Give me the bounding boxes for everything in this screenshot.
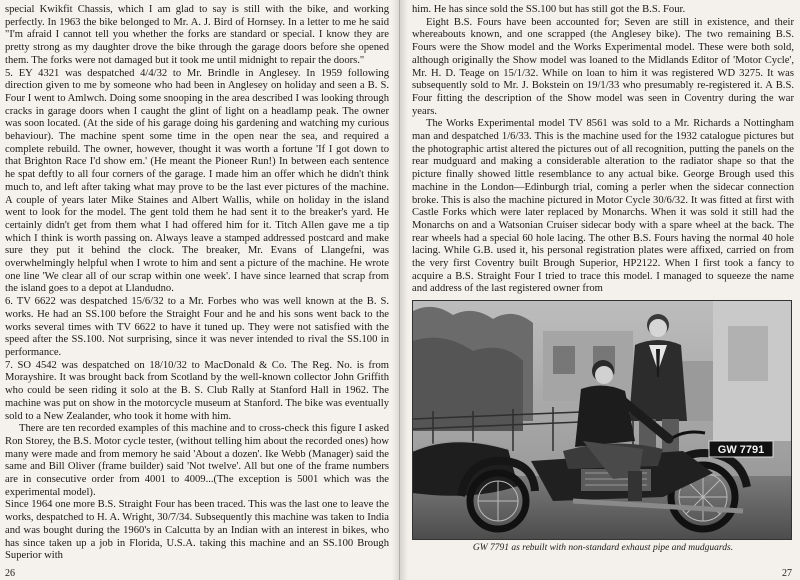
page-number: 27 — [782, 568, 792, 579]
paragraph: The Works Experimental model TV 8561 was sold to a Mr. Richards a Nottingham man and despatched 1/6/33. This is the machine used for the 1932 catalogue pictures but the photographic artist altered the pictures out of all recognition, putting the panels on the rear mudguard and making a considerable alteration to the radiator shape so that the picture finally showed little resemblance to any actual bike. George Brough used this machine in the London—Edinburgh trial, coming a perler when the sidecar connection broke. This is also the machine pictured in Motor Cycle 30/6/32. It was fitted at first with Castle Forks which were later replaced by Monarchs. When it was sold it still had the Monarchs on and a Watsonian Cruiser sidecar body with a spare wheel at the back. The rear wheels had a special 60 hole lacing. The other B.S. Fours having the normal 40 hole lacing. While G.B. used it, his personal registration plates were affixed, carried on from the very first Coventry built Brough Superior, HP2122. When I first took a fancy to acquire a B.S. Straight Four I tried to trace this model. I managed to squeeze the name and address of the last registered owner from — [412, 118, 794, 295]
photo-caption: GW 7791 as rebuilt with non-standard exhaust pipe and mudguards. — [472, 543, 734, 554]
right-page — [400, 0, 800, 580]
paragraph: There are ten recorded examples of this machine and to cross-check this figure I asked Ron Storey, the B.S. Motor cycle tester, (without telling him about the recorded ones) how many were made and from memory he said 'About a dozen'. Ike Webb (Manager) said the same and Bill Oliver (frame builder) said 'Not twelve'. All but one of the frame numbers are in consecutive order from 4001 to 4009...(The exception is 5001 which was the experimental model). — [5, 423, 389, 498]
paragraph: 7. SO 4542 was despatched on 18/10/32 to MacDonald & Co. The Reg. No. is from Morayshire. It was brought back from Scotland by the well-known collector John Griffith who could be seen riding it solo at the B. S. Club Rally at Stanford Hall in 1962. The machine was put on show in the motorcycle museum at Stanford. The bike was eventually sold to a New Zealander, who took it home with him. — [5, 359, 389, 422]
paragraph: 6. TV 6622 was despatched 15/6/32 to a Mr. Forbes who was well known at the B. S. works. He had an SS.100 before the Straight Four and he and his sons went back to the works several times with TV 6622 to have it tuned up. They were not satisfied with the speed after the SS.100. Not surprising, since it was never intended to rival the SS.100 in performance. — [5, 296, 389, 358]
paragraph: Eight B.S. Fours have been accounted for; Seven are still in existence, and their whereabouts known, and one scrapped (the Anglesey bike). The two remaining B.S. Fours were the Show model and the Works Experimental model. These were both sold, although originally the Show model was loaned to the Midlands Editor of 'Motor Cycle', Mr. H. D. Teage on 15/1/32. While on loan to him it was registered WD 3275. It was subsequently sold to Mr. J. Bokstein on 19/1/33 who presumably re-registered it. A B.S. Four fitting the description of the Show model was seen in Coventry during the war years. — [412, 16, 794, 117]
motorcycle-photo — [412, 300, 792, 540]
number-plate-text: GW 7791 — [717, 444, 765, 457]
right-page-text — [412, 4, 794, 296]
paragraph: him. He has since sold the SS.100 but has still got the B.S. Four. — [412, 4, 686, 15]
paragraph: special Kwikfit Chassis, which I am glad to say is still with the bike, and working perfectly. In 1963 the bike belonged to Mr. A. J. Bird of Hornsey. In a letter to me he said "I'm afraid I cannot tell you whether the forks are standard or special. I know they are pretty strong as my daughter drove the bike through the garage doors before she opened them. The forks were not damaged but it took me until midnight to repair the doors." — [5, 4, 389, 66]
left-page-text — [5, 4, 389, 563]
page-number: 26 — [5, 568, 15, 579]
photo-illustration — [413, 301, 791, 539]
paragraph: Since 1964 one more B.S. Straight Four has been traced. This was the last one to leave the works, despatched to H. A. Wright, 30/7/34. Subsequently this machine was taken to India and was bought during the 1960's in Calcutta by an Indian with an interest in bikes, who has since taken up a job in Florida, U.S.A. taking this machine and an SS.100 Brough Superior with — [5, 499, 389, 562]
paragraph: 5. EY 4321 was despatched 4/4/32 to Mr. Brindle in Anglesey. In 1959 following direction given to me by someone who had been in Anglesey on holiday and seen a B. S. Four I went to Amlwch. Doing some snooping in the area described I was looking through cracks in garage doors when I caught the glint of light on a headlamp peak. The owner was soon located. (At the side of his garage doing his gardening and watching my curious behaviour). The machine spent some time in the open near the sea, and required a complete rebuild. The owner, however, thought it was worth a fortune 'If I got down to that Brighton Race I'd show em.' (He meant the Pioneer Run!) In between each sentence he spat deftly to all four corners of the garage. I made him an offer which he didn't think much to, and left after taking what may prove to be the last ever pictures of the machine. A couple of years later Mike Staines and Albert Wallis, while on holiday in the island went to look for the model. The gent told them he had sent it to the breaker's yard. He certainly didn't get from them what I had offered him for it. Titch Allen gave me a tip which I think is worth passing on. Always leave a stamped addressed postcard and make sure they put it behind the clock. The breaker, Mr. Evans of Llangefni, was overwhelmingly helpful when I wrote to him and sent a picture of the machine. He wrote one line 'We clear all of our scrap within one week'. I have since learned that scrap from the island goes to a depot at Llandudno. — [5, 67, 389, 295]
